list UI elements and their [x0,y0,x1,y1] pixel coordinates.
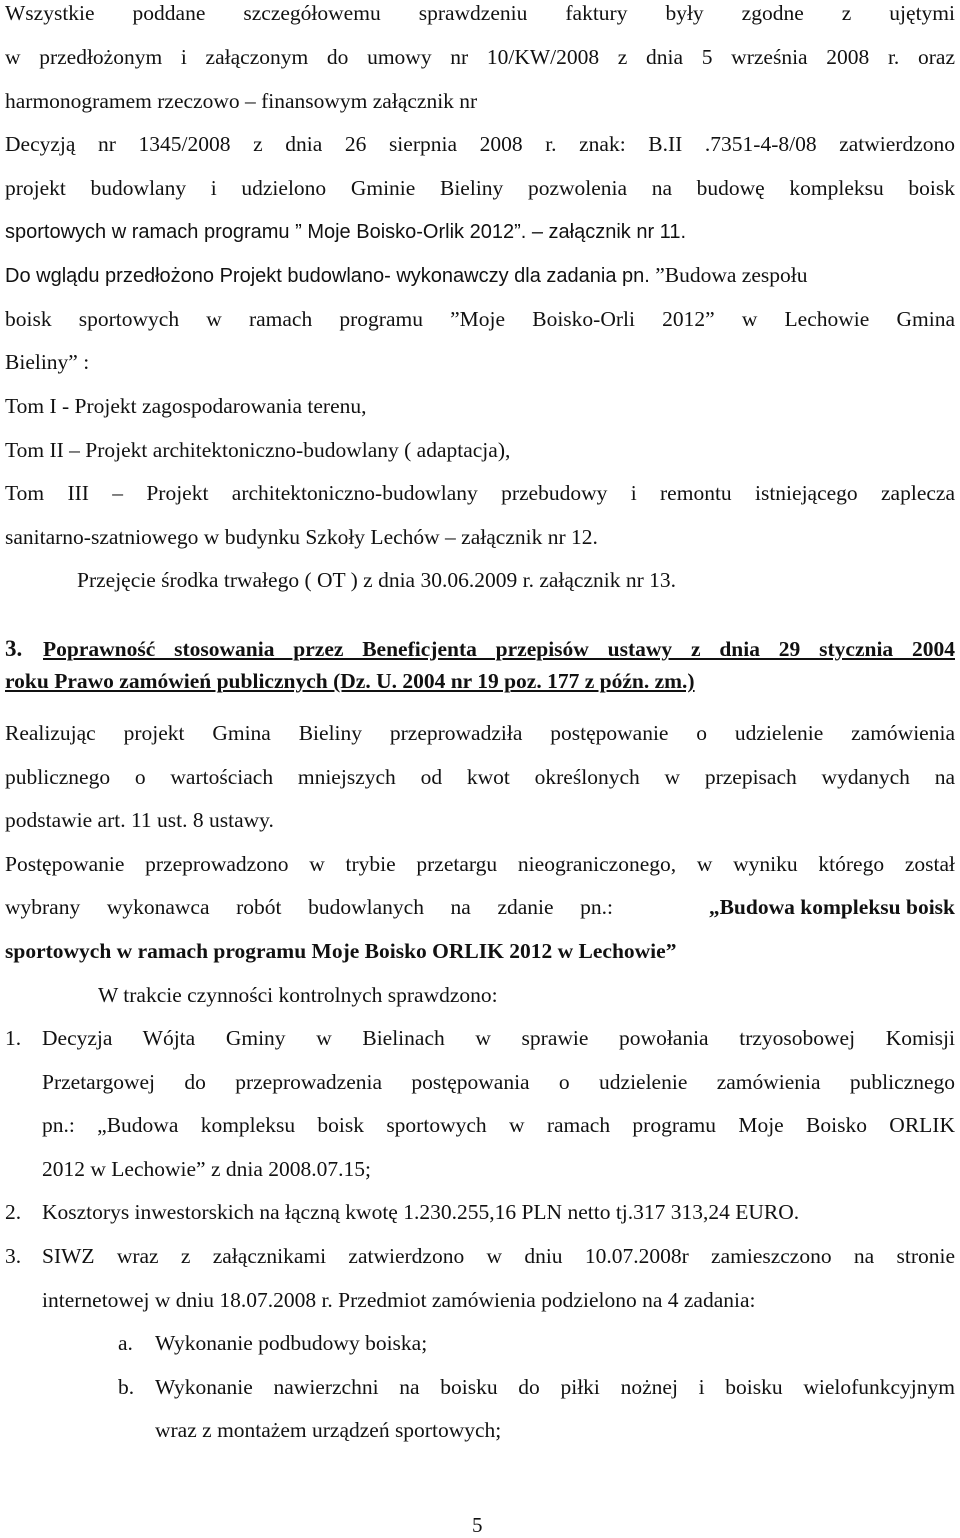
project-note-text: Do wglądu przedłożono Projekt budowlano- wykonawczy dla zadania pn. [5,265,650,287]
paragraph-line: boisk sportowych w ramach programu ”Moje Boisko-Orli 2012” w Lechowie Gmina [5,307,955,331]
section-number: 3. [5,636,23,661]
list-item-line: SIWZ wraz z załącznikami zatwierdzono w dniu 10.07.2008r zamieszczono na stronie [42,1244,955,1268]
paragraph-line: Wszystkie poddane szczegółowemu sprawdzeniu faktury były zgodne z ujętymi [5,1,955,25]
section-heading-text: Poprawność stosowania przez Beneficjenta przepisów ustawy z dnia 29 stycznia 2004 [43,637,955,661]
paragraph-line [5,262,807,289]
paragraph-line: sportowych w ramach programu ” Moje Boisko-Orlik 2012”. – załącznik nr 11. [5,221,686,243]
sublist-marker: a. [118,1331,133,1355]
list-marker: 1. [5,1026,22,1050]
list-item-line: internetowej w dniu 18.07.2008 r. Przedmiot zamówienia podzielono na 4 zadania: [42,1288,756,1312]
list-marker: 3. [5,1244,22,1268]
list-item-line: 2012 w Lechowie” z dnia 2008.07.15; [42,1157,371,1181]
paragraph-line: harmonogramem rzeczowo – finansowym załącznik nr [5,89,478,113]
contract-title: sportowych w ramach programu Moje Boisko ORLIK 2012 w Lechowie” [5,939,677,963]
paragraph-line: Tom I - Projekt zagospodarowania terenu, [5,394,367,418]
checked-intro: W trakcie czynności kontrolnych sprawdzono: [98,983,498,1007]
contract-title: „Budowa kompleksu boisk [708,895,955,919]
paragraph-line: Tom II – Projekt architektoniczno-budowlany ( adaptacja), [5,438,511,462]
list-item-line: Przetargowej do przeprowadzenia postępowania o udzielenie zamówienia publicznego [42,1070,955,1094]
section-heading-text: roku Prawo zamówień publicznych (Dz. U. 2004 nr 19 poz. 177 z późn. zm.) [5,669,695,693]
paragraph-line: Realizując projekt Gmina Bieliny przeprowadziła postępowanie o udzielenie zamówienia [5,721,955,745]
sublist-item-line: Wykonanie podbudowy boiska; [155,1331,428,1355]
paragraph-line: Przejęcie środka trwałego ( OT ) z dnia 30.06.2009 r. załącznik nr 13. [77,568,677,592]
paragraph-line: publicznego o wartościach mniejszych od kwot określonych w przepisach wydanych na [5,765,955,789]
paragraph-text: wybrany wykonawca robót budowlanych na zdanie pn.: [5,895,613,919]
paragraph-line: w przedłożonym i załączonym do umowy nr 10/KW/2008 z dnia 5 września 2008 r. oraz [5,45,955,69]
paragraph-line: sanitarno-szatniowego w budynku Szkoły Lechów – załącznik nr 12. [5,525,598,549]
list-item-line: Decyzja Wójta Gminy w Bielinach w sprawie powołania trzyosobowej Komisji [42,1026,955,1050]
sublist-marker: b. [118,1375,135,1399]
section-heading [5,636,955,662]
sublist-item-line: wraz z montażem urządzeń sportowych; [155,1418,502,1442]
paragraph-line: podstawie art. 11 ust. 8 ustawy. [5,808,274,832]
paragraph-line: Bieliny” : [5,350,90,374]
paragraph-line: Tom III – Projekt architektoniczno-budowlany przebudowy i remontu istniejącego zaplecza [5,481,955,505]
sublist-item-line: Wykonanie nawierzchni na boisku do piłki nożnej i boisku wielofunkcyjnym [155,1375,955,1399]
list-item-line: pn.: „Budowa kompleksu boisk sportowych w ramach programu Moje Boisko ORLIK [42,1113,955,1137]
list-item-line: Kosztorys inwestorskich na łączną kwotę 1.230.255,16 PLN netto tj.317 313,24 EURO. [42,1200,800,1224]
project-title-start: ”Budowa zespołu [649,263,808,287]
list-marker: 2. [5,1200,22,1224]
page-number: 5 [472,1513,483,1537]
paragraph-line: Postępowanie przeprowadzono w trybie przetargu nieograniczonego, w wyniku którego został [5,852,955,876]
paragraph-line: projekt budowlany i udzielono Gminie Bieliny pozwolenia na budowę kompleksu boisk [5,176,955,200]
paragraph-line: Decyzją nr 1345/2008 z dnia 26 sierpnia 2008 r. znak: B.II .7351-4-8/08 zatwierdzono [5,132,955,156]
